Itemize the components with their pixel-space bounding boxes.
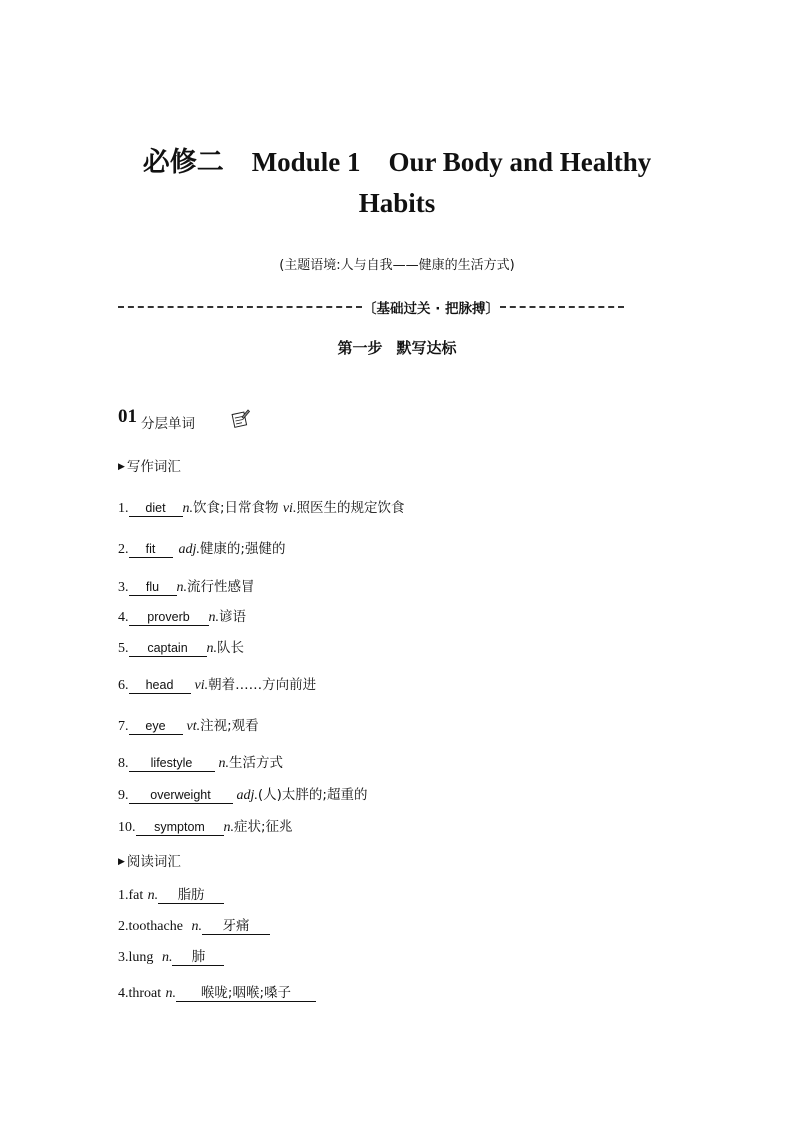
step-heading	[0, 337, 794, 358]
answer-blank: eye	[129, 719, 183, 735]
answer-blank: captain	[129, 641, 207, 657]
writing-item-8: 8. lifestyle n.生活方式	[118, 755, 283, 771]
writing-item-3: 3. flu n.流行性感冒	[118, 579, 255, 595]
section-label: 分层单词	[141, 416, 195, 432]
module-topic-part-1: Our Body and Healthy	[388, 147, 652, 177]
step-name: 默写达标	[396, 339, 457, 357]
reading-item-3: 3.lung n. 肺	[118, 949, 224, 966]
page-title-line-2	[0, 183, 794, 223]
module-name: Module 1	[251, 147, 361, 177]
answer-blank: flu	[129, 580, 177, 596]
writing-item-6: 6. head vi.朝着……方向前进	[118, 677, 317, 693]
writing-item-5: 5. captain n.队长	[118, 640, 244, 656]
answer-blank: proverb	[129, 610, 209, 626]
writing-item-4: 4. proverb n.谚语	[118, 609, 246, 625]
memo-pencil-icon	[230, 408, 250, 428]
writing-item-2: 2. fit adj.健康的;强健的	[118, 541, 286, 557]
step-number: 第一步	[337, 339, 383, 357]
banner-text: 〔基础过关 · 把脉搏〕	[363, 301, 500, 317]
writing-item-9: 9. overweight adj.(人)太胖的;超重的	[118, 787, 368, 803]
writing-vocab-heading: ▶ 写作词汇	[118, 459, 181, 475]
section-banner	[118, 295, 624, 319]
banner-dash-right	[500, 306, 624, 308]
section-number: 01	[118, 406, 137, 427]
answer-blank: 肺	[172, 950, 224, 966]
answer-blank: overweight	[129, 788, 233, 804]
answer-blank: diet	[129, 501, 183, 517]
reading-item-1: 1.fat n. 脂肪	[118, 887, 224, 904]
answer-blank: 喉咙;咽喉;嗓子	[176, 986, 316, 1002]
reading-item-2: 2.toothache n. 牙痛	[118, 918, 270, 935]
writing-item-10: 10. symptom n.症状;征兆	[118, 819, 293, 835]
reading-item-4: 4.throat n. 喉咙;咽喉;嗓子	[118, 985, 316, 1002]
answer-blank: fit	[129, 542, 173, 558]
course-name: 必修二	[142, 147, 224, 177]
theme-context: (主题语境:人与自我——健康的生活方式)	[279, 258, 515, 273]
page-title-line-1	[0, 142, 794, 182]
answer-blank: 脂肪	[158, 888, 224, 904]
triangle-bullet-icon: ▶	[118, 857, 125, 867]
reading-vocab-heading: ▶ 阅读词汇	[118, 854, 181, 870]
module-topic-part-2: Habits	[358, 188, 436, 218]
answer-blank: lifestyle	[129, 756, 215, 772]
banner-dash-left	[118, 306, 362, 308]
writing-item-7: 7. eye vt.注视;观看	[118, 718, 259, 734]
answer-blank: 牙痛	[202, 919, 270, 935]
answer-blank: symptom	[136, 820, 224, 836]
triangle-bullet-icon: ▶	[118, 462, 125, 472]
answer-blank: head	[129, 678, 191, 694]
writing-item-1: 1. diet n.饮食;日常食物 vi.照医生的规定饮食	[118, 500, 405, 516]
